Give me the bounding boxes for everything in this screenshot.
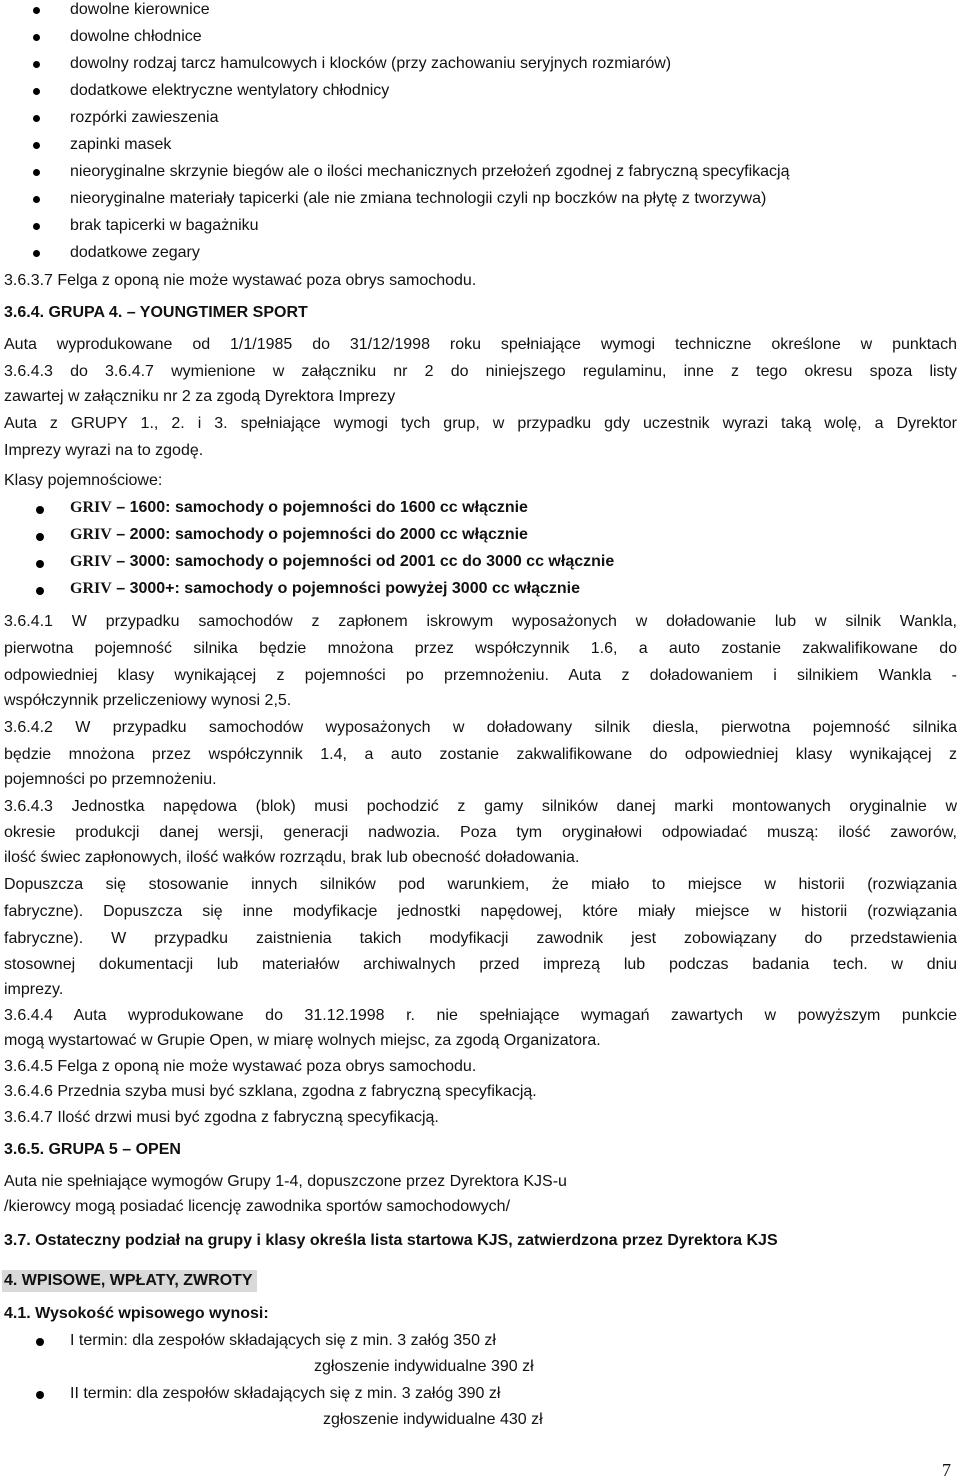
list-item (70, 552, 614, 572)
heading-3-7: 3.7. Ostateczny podział na grupy i klasy określa lista startowa KJS, zatwierdzona przez Dyrektora KJS (4, 1232, 778, 1249)
paragraph-3644-line: mogą wystartować w Grupie Open, w miarę wolnych miejsc, za zgodą Organizatora. (4, 1032, 601, 1049)
class-desc: – 1600: samochody o pojemności do 1600 cc włącznie (116, 499, 528, 516)
paragraph-3637: 3.6.3.7 Felga z oponą nie może wystawać poza obrys samochodu. (4, 272, 477, 289)
bullet (33, 61, 40, 68)
paragraph-engines-line: Dopuszcza się stosowanie innych silników pod warunkiem, że miało to miejsce w historii (rozwiązania (4, 876, 957, 893)
bullet (33, 196, 40, 203)
bullet (33, 223, 40, 230)
heading-group-5: 3.6.5. GRUPA 5 – OPEN (4, 1141, 181, 1158)
bullet (36, 1391, 44, 1399)
paragraph-engines-line: fabryczne). W przypadku zaistnienia takich modyfikacji zawodnik jest zobowiązany do przedstawienia (4, 930, 957, 947)
bullet (33, 169, 40, 176)
heading-group-4: 3.6.4. GRUPA 4. – YOUNGTIMER SPORT (4, 304, 308, 321)
bullet (36, 533, 44, 541)
paragraph-365-line: Auta nie spełniające wymogów Grupy 1-4, dopuszczone przez Dyrektora KJS-u (4, 1173, 567, 1190)
bullet (33, 142, 40, 149)
class-code: GRIV (70, 553, 112, 570)
list-item: dowolne chłodnice (70, 28, 202, 45)
list-item: nieoryginalne skrzynie biegów ale o ilości mechanicznych przełożeń zgodnej z fabryczną specyfikacją (70, 163, 790, 180)
bullet (36, 560, 44, 568)
list-item: dowolne kierownice (70, 1, 210, 18)
list-item: dowolny rodzaj tarcz hamulcowych i klocków (przy zachowaniu seryjnych rozmiarów) (70, 55, 672, 72)
paragraph-engines-line: stosownej dokumentacji lub materiałów archiwalnych przed imprezą lub podczas badania tech. w dniu (4, 956, 957, 973)
class-code: GRIV (70, 526, 112, 543)
list-item: rozpórki zawieszenia (70, 109, 219, 126)
list-item: zapinki masek (70, 136, 172, 153)
section-4-heading: 4. WPISOWE, WPŁATY, ZWROTY (2, 1270, 257, 1292)
paragraph-3643-line: 3.6.4.3 Jednostka napędowa (blok) musi pochodzić z gamy silników danej marki montowanych oryginalnie w (4, 798, 957, 815)
paragraph-3641-line: współczynnik przeliczeniowy wynosi 2,5. (4, 692, 292, 709)
bullet (36, 506, 44, 514)
paragraph-3642-line: pojemności po przemnożeniu. (4, 771, 217, 788)
fee-line: II termin: dla zespołów składających się z min. 3 załóg 390 zł (70, 1385, 501, 1402)
classes-heading: Klasy pojemnościowe: (4, 472, 163, 489)
paragraph-364-line: 3.6.4.3 do 3.6.4.7 wymienione w załączniku nr 2 do niniejszego regulaminu, inne z tego okresu spoza listy (4, 363, 957, 380)
paragraph-3641-line: pierwotna pojemność silnika będzie mnożona przez współczynnik 1.6, a auto zostanie zakwalifikowane do (4, 640, 957, 657)
paragraph-3642-line: 3.6.4.2 W przypadku samochodów wyposażonych w doładowany silnik diesla, pierwotna pojemność silnika (4, 719, 957, 736)
bullet (33, 250, 40, 257)
class-desc: – 3000: samochody o pojemności od 2001 cc do 3000 cc włącznie (116, 553, 615, 570)
page-number: 7 (942, 1460, 951, 1480)
paragraph-3643-line: ilość świec zapłonowych, ilość wałków rozrządu, brak lub obecność doładowania. (4, 849, 580, 866)
bullet (36, 587, 44, 595)
list-item (70, 579, 580, 599)
list-item (70, 498, 528, 518)
list-item: brak tapicerki w bagażniku (70, 217, 259, 234)
paragraph-engines-line: imprezy. (4, 981, 64, 998)
paragraph-3641-line: odpowiedniej klasy wynikającej z pojemności po przemnożeniu. Auta z doładowaniem i silnikiem Wankla - (4, 667, 957, 684)
list-item: dodatkowe zegary (70, 244, 200, 261)
class-desc: – 2000: samochody o pojemności do 2000 cc włącznie (116, 526, 528, 543)
paragraph-365-line: /kierowcy mogą posiadać licencję zawodnika sportów samochodowych/ (4, 1198, 511, 1215)
class-code: GRIV (70, 499, 112, 516)
bullet (33, 115, 40, 122)
paragraph-engines-line: fabryczne). Dopuszcza się inne modyfikacje jednostki napędowej, które miały miejsce w historii (rozwiązania (4, 903, 957, 920)
fee-individual: zgłoszenie indywidualne 430 zł (323, 1411, 543, 1428)
bullet (36, 1338, 44, 1346)
class-desc: – 3000+: samochody o pojemności powyżej 3000 cc włącznie (116, 580, 580, 597)
paragraph-3646: 3.6.4.6 Przednia szyba musi być szklana, zgodna z fabryczną specyfikacją. (4, 1083, 537, 1100)
bullet (33, 88, 40, 95)
paragraph-3641-line: 3.6.4.1 W przypadku samochodów z zapłonem iskrowym wyposażonych w doładowanie lub w silnik Wankla, (4, 613, 957, 630)
paragraph-3642-line: będzie mnożona przez współczynnik 1.4, a auto zostanie zakwalifikowane do odpowiedniej klasy wynikającej z (4, 746, 957, 763)
list-item: nieoryginalne materiały tapicerki (ale nie zmiana technologii czyli np boczków na płytę z tworzywa) (70, 190, 767, 207)
fee-line: I termin: dla zespołów składających się z min. 3 załóg 350 zł (70, 1332, 496, 1349)
bullet (33, 7, 40, 14)
paragraph-3647: 3.6.4.7 Ilość drzwi musi być zgodna z fabryczną specyfikacją. (4, 1109, 439, 1126)
paragraph-3643-line: okresie produkcji danej wersji, generacji nadwozia. Poza tym oryginałowi odpowiadać muszą: ilość zaworów, (4, 824, 957, 841)
class-code: GRIV (70, 580, 112, 597)
list-item: dodatkowe elektryczne wentylatory chłodnicy (70, 82, 390, 99)
paragraph-364-line: Imprezy wyrazi na to zgodę. (4, 442, 204, 459)
paragraph-364-line: zawartej w załączniku nr 2 za zgodą Dyrektora Imprezy (4, 388, 396, 405)
paragraph-3645: 3.6.4.5 Felga z oponą nie może wystawać poza obrys samochodu. (4, 1058, 477, 1075)
paragraph-3644-line: 3.6.4.4 Auta wyprodukowane do 31.12.1998 r. nie spełniające wymagań zawartych w powyższym punkcie (4, 1007, 957, 1024)
paragraph-364-line: Auta wyprodukowane od 1/1/1985 do 31/12/1998 roku spełniające wymogi techniczne określone w punktach (4, 336, 957, 353)
list-item (70, 525, 528, 545)
bullet (33, 34, 40, 41)
fee-individual: zgłoszenie indywidualne 390 zł (314, 1358, 534, 1375)
paragraph-364-line: Auta z GRUPY 1., 2. i 3. spełniające wymogi tych grup, w przypadku gdy uczestnik wyrazi taką wolę, a Dyrektor (4, 415, 957, 432)
heading-4-1: 4.1. Wysokość wpisowego wynosi: (4, 1305, 269, 1322)
